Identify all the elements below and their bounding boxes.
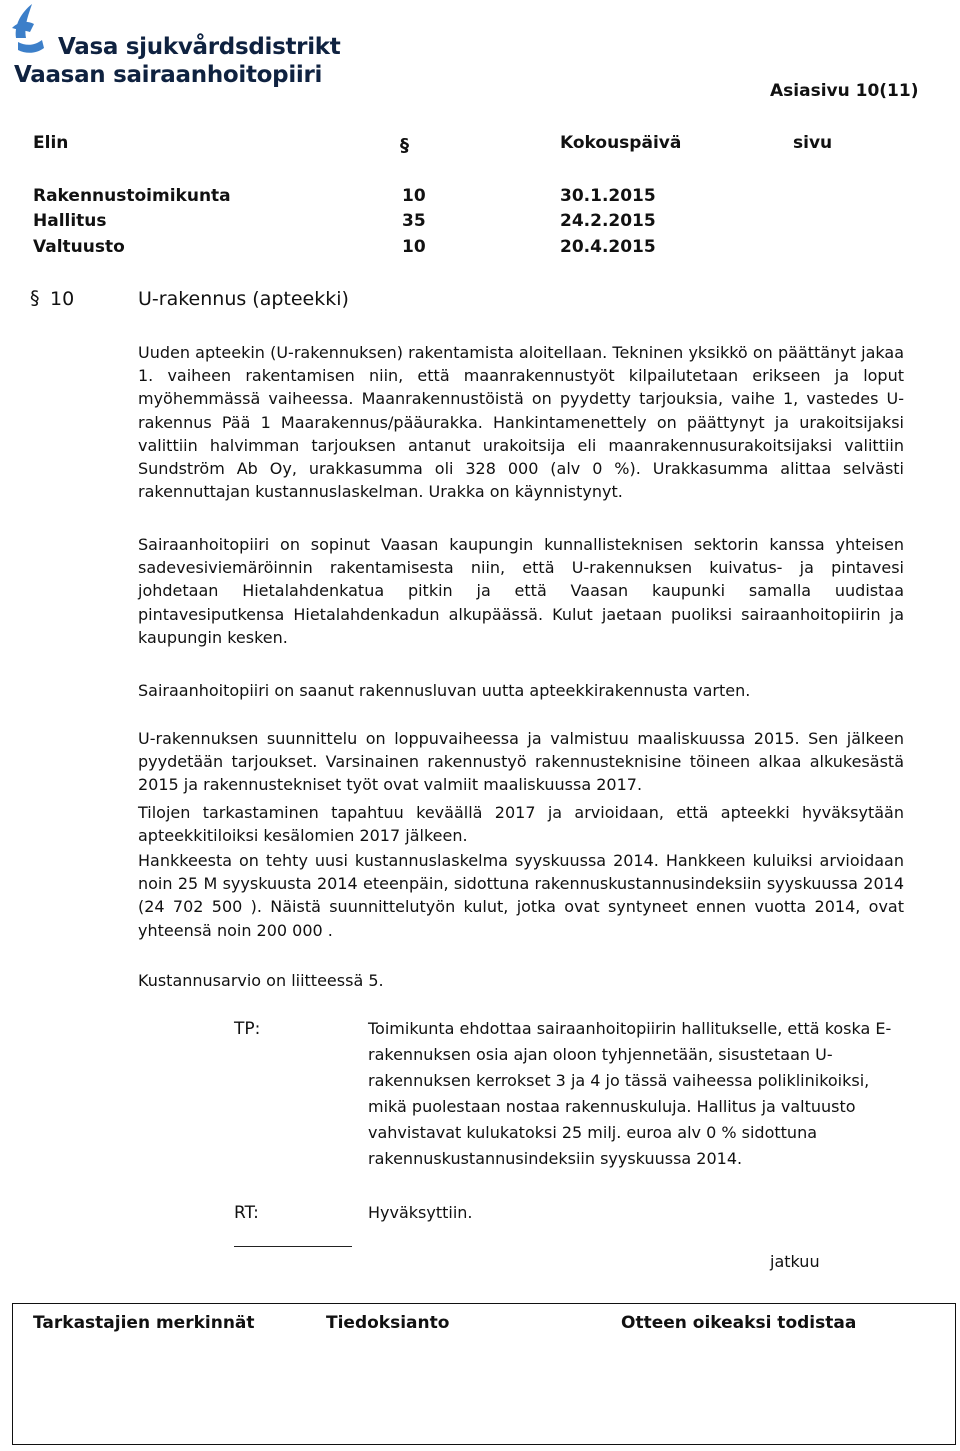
column-header-page: sivu	[793, 133, 833, 153]
meeting-number: 35	[402, 211, 426, 231]
section-sign-icon: §	[400, 135, 409, 156]
signature-line	[234, 1246, 352, 1247]
body-paragraph: Hankkeesta on tehty uusi kustannuslaskelma syyskuussa 2014. Hankkeen kuluiksi arvioidaan noin 25 M syyskuusta 2014 eteenpäin, sidottuna rakennuskustannusindeksiin syyskuussa 2014 (24 702 500 ). Näistä suunnittelutyön kulut, jotka ovat syntyneet ennen vuotta 2014, ovat yhteensä noin 200 000 .	[138, 851, 904, 940]
decision-label: RT:	[234, 1203, 259, 1223]
organization-name-finnish: Vaasan sairaanhoitopiiri	[14, 62, 323, 88]
organization-name-swedish: Vasa sjukvårdsdistrikt	[58, 34, 341, 60]
footer-certification: Otteen oikeaksi todistaa	[621, 1313, 857, 1333]
body-paragraph: Tilojen tarkastaminen tapahtuu keväällä 2017 ja arvioidaan, että apteekki hyväksytään apteekkitiloiksi kesälomien 2017 jälkeen.	[138, 803, 904, 846]
footer-box	[12, 1303, 956, 1445]
footer-inspectors-notes: Tarkastajien merkinnät	[33, 1313, 255, 1333]
meeting-organ: Rakennustoimikunta	[33, 186, 231, 206]
body-paragraph: Uuden apteekin (U-rakennuksen) rakentamista aloitellaan. Tekninen yksikkö on päättänyt jakaa 1. vaiheen rakentamisen niin, että maanrakennustyöt kilpailutetaan erikseen ja loput myöhemmässä vaiheessa. Maanrakennustöistä on pyydetty tarjouksia, vaihe 1, vastedes U-rakennus Pää 1 Maarakennus/pääurakka. Hankintamenettely on päättynyt ja urakoitsijaksi valittiin halvimman tarjouksen antanut urakoitsija eli maanrakennusurakoitsijaksi valittiin Sundström Ab Oy, urakkasumma oli 328 000 (alv 0 %). Urakkasumma alittaa selvästi rakennuttajan kustannuslaskelman. Urakka on käynnistynyt.	[138, 343, 904, 502]
page-reference: Asiasivu 10(11)	[770, 81, 919, 101]
section-title: U-rakennus (apteekki)	[138, 288, 349, 310]
meeting-organ: Valtuusto	[33, 237, 125, 257]
column-header-date: Kokouspäivä	[560, 133, 682, 153]
meeting-number: 10	[402, 237, 426, 257]
meeting-number: 10	[402, 186, 426, 206]
footer-notification: Tiedoksianto	[326, 1313, 450, 1333]
body-paragraph: Sairaanhoitopiiri on sopinut Vaasan kaupungin kunnallisteknisen sektorin kanssa yhteisen sadevesiviemäröinnin rakentamisesta niin, että U-rakennuksen kuivatus- ja pintavesi johdetaan Hietalahdenkatua pitkin ja että Vaasan kaupunki samalla uudistaa pintavesiputkensa Hietalahdenkadun alkupäässä. Kulut jaetaan puoliksi sairaanhoitopiirin ja kaupungin kesken.	[138, 535, 904, 647]
meeting-date: 24.2.2015	[560, 211, 656, 231]
body-paragraph: Sairaanhoitopiiri on saanut rakennusluvan uutta apteekkirakennusta varten.	[138, 681, 751, 700]
decision-text: Hyväksyttiin.	[368, 1203, 473, 1222]
proposal-label: TP:	[234, 1019, 261, 1039]
section-sign-icon: §	[30, 287, 40, 309]
body-paragraph: U-rakennuksen suunnittelu on loppuvaiheessa ja valmistuu maaliskuussa 2015. Sen jälkeen pyydetään tarjoukset. Varsinainen rakennustyö rakennusteknisine töineen alkaa alkukesästä 2015 ja rakennustekniset työt ovat valmiit maaliskuussa 2017.	[138, 729, 904, 795]
column-header-organ: Elin	[33, 133, 69, 153]
body-paragraph: Kustannusarvio on liitteessä 5.	[138, 971, 384, 990]
proposal-text: Toimikunta ehdottaa sairaanhoitopiirin hallitukselle, että koska E-rakennuksen osia ajan oloon tyhjennetään, sisustetaan U-rakennuksen kerrokset 3 ja 4 jo tässä vaiheessa poliklinikoiksi, mikä puolestaan nostaa rakennuskuluja. Hallitus ja valtuusto vahvistavat kulukatoksi 25 milj. euroa alv 0 % sidottuna rakennuskustannusindeksiin syyskuussa 2014.	[368, 1019, 892, 1168]
meeting-date: 20.4.2015	[560, 237, 656, 257]
continued-note: jatkuu	[770, 1252, 820, 1271]
meeting-date: 30.1.2015	[560, 186, 656, 206]
section-number: 10	[50, 288, 75, 310]
meeting-organ: Hallitus	[33, 211, 107, 231]
